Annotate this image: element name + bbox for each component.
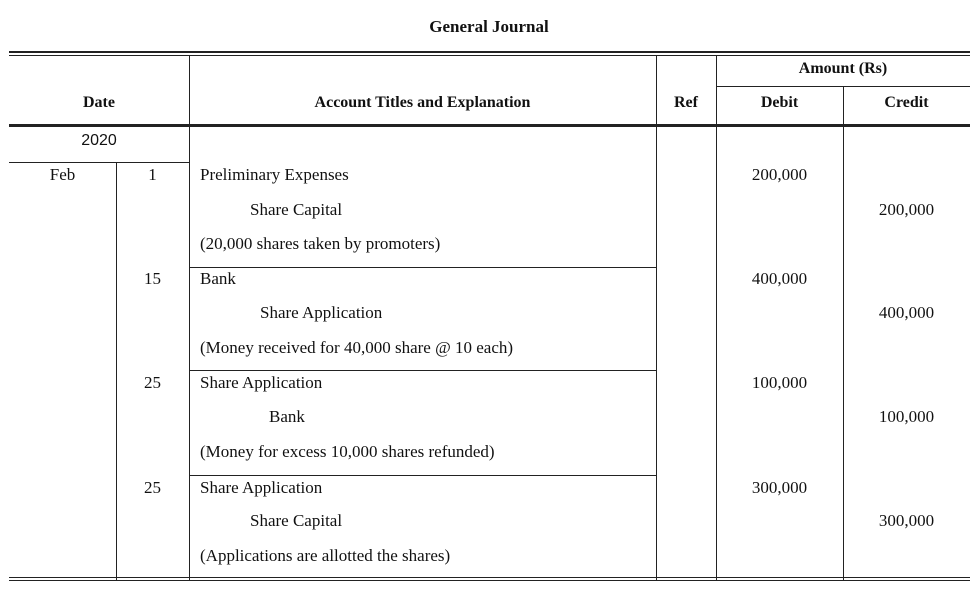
entry-credit-account: Share Application [260,303,383,322]
entry-rule [189,370,656,371]
entry-rule [189,475,656,476]
entry-day: 25 [144,478,161,497]
col-divider-ref-right [716,56,717,580]
entry-debit-amount: 400,000 [751,269,808,288]
col-divider-day [116,163,117,580]
entry-debit-account: Share Application [200,373,323,392]
entry-credit-amount: 400,000 [878,303,935,322]
header-debit: Debit [760,94,799,111]
entry-credit-amount: 100,000 [878,407,935,426]
header-bottom-rule [9,124,970,127]
entry-credit-amount: 300,000 [878,511,935,530]
entry-debit-amount: 100,000 [751,373,808,392]
entry-narration: (Applications are allotted the shares) [200,546,451,565]
entry-day: 25 [144,373,161,392]
entry-day: 1 [148,165,157,184]
bottom-rule [9,577,970,578]
header-amount: Amount (Rs) [798,60,888,77]
entry-narration: (20,000 shares taken by promoters) [200,234,441,253]
entry-day: 15 [144,269,161,288]
entry-credit-account: Share Capital [250,200,343,219]
col-divider-amount [843,87,844,580]
col-divider-date [189,56,190,580]
entry-debit-account: Bank [200,269,236,288]
top-rule [9,51,970,53]
entry-debit-account: Share Application [200,478,323,497]
header-account: Account Titles and Explanation [314,94,531,111]
header-date: Date [83,94,115,111]
entry-narration: (Money for excess 10,000 shares refunded) [200,442,495,461]
header-ref: Ref [674,94,698,111]
header-credit: Credit [884,94,929,111]
month-cell: Feb [49,165,76,184]
entry-rule [189,267,656,268]
entry-credit-amount: 200,000 [878,200,935,219]
entry-debit-amount: 200,000 [751,165,808,184]
year-cell: 2020 [81,132,117,149]
entry-debit-amount: 300,000 [751,478,808,497]
entry-credit-account: Share Capital [250,511,343,530]
top-rule-thin [9,55,970,56]
entry-credit-account: Bank [269,407,305,426]
entry-narration: (Money received for 40,000 share @ 10 each) [200,338,514,357]
col-divider-ref-left [656,56,657,580]
bottom-rule-thin [9,580,970,581]
entry-debit-account: Preliminary Expenses [200,165,349,184]
journal-title: General Journal [429,17,549,36]
year-rule [9,162,189,163]
